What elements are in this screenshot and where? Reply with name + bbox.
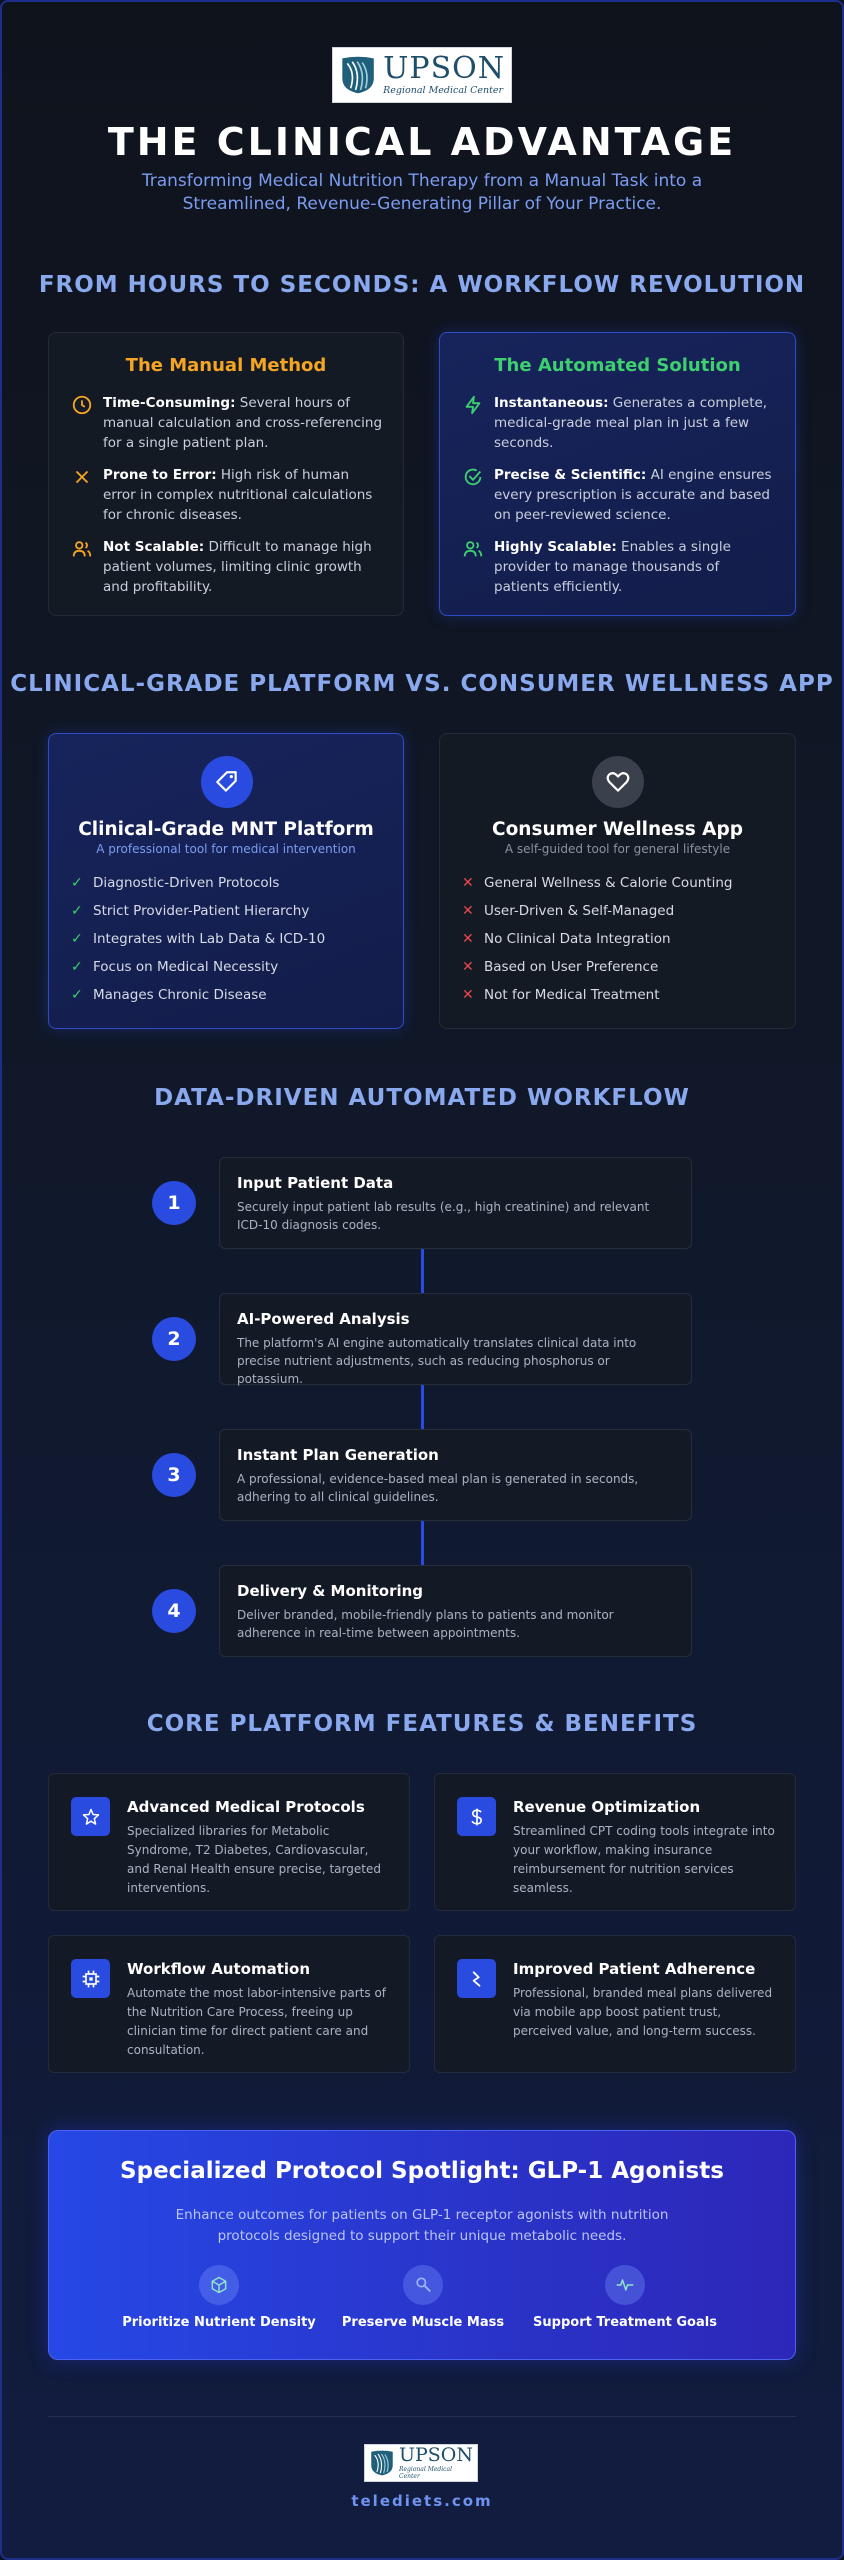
feature-text: Streamlined CPT coding tools integrate into your workflow, making insurance reimbursement for nutrition services seamless. [513,1824,775,1895]
list-item [71,981,393,1009]
site-link[interactable]: telediets.com [351,2492,493,2510]
list-item-label: Diagnostic-Driven Protocols [93,875,280,891]
logo [332,47,512,103]
consumer-app-subtitle: A self-guided tool for general lifestyle [504,842,731,856]
step-number: 2 [152,1317,196,1361]
x-icon [71,466,93,488]
check-icon: ✓ [71,875,83,891]
manual-method-heading: The Manual Method [125,355,327,376]
cross-icon: ✕ [462,959,474,975]
automated-solution-card [439,332,796,616]
feature-card [48,1773,410,1911]
workflow-section-title: FROM HOURS TO SECONDS: A WORKFLOW REVOLUTION [38,272,806,298]
heart-icon [592,756,644,808]
consumer-app-card [439,733,796,1029]
feature-text: Professional, branded meal plans delivered via mobile app boost patient trust, perceived value, and long-term success. [513,1986,773,2038]
consumer-feature-list [462,869,785,1009]
step-text: Securely input patient lab results (e.g., high creatinine) and relevant ICD-10 diagnosis codes. [237,1200,650,1232]
logo-name: UPSON [383,51,505,87]
logo-mark-icon [339,51,377,99]
cross-icon: ✕ [462,875,474,891]
list-item [71,925,393,953]
step-connector [421,1249,424,1293]
list-item-label: Strict Provider-Patient Hierarchy [93,903,310,919]
check-icon: ✓ [71,959,83,975]
step-title: AI-Powered Analysis [237,1310,410,1328]
logo-subtitle: Regional Medical Center [383,85,504,97]
list-item [462,981,785,1009]
lightning-icon [462,394,484,416]
automated-item-bold: Highly Scalable: [494,539,617,555]
step-card [219,1157,692,1249]
step-card [219,1429,692,1521]
check-icon: ✓ [71,987,83,1003]
manual-item-bold: Time-Consuming: [103,395,236,411]
muscle-icon [403,2265,443,2305]
step-connector [421,1385,424,1429]
list-item [71,869,393,897]
feature-title: Improved Patient Adherence [513,1960,756,1978]
dollar-icon [457,1797,496,1836]
step-card [219,1565,692,1657]
step-card [219,1293,692,1385]
footer-logo [364,2444,478,2482]
spotlight-text: Enhance outcomes for patients on GLP-1 receptor agonists with nutrition protocols designed to support their unique metabolic needs. [175,2207,669,2244]
tag-icon [201,756,253,808]
clinical-platform-card [48,733,404,1029]
feature-title: Workflow Automation [127,1960,311,1978]
list-item [462,925,785,953]
automated-item [462,465,777,525]
manual-item [71,393,385,453]
step-text: The platform's AI engine automatically translates clinical data into precise nutrient adjustments, such as reducing phosphorus or potassium. [237,1336,637,1386]
spotlight-label: Preserve Muscle Mass [341,2315,505,2330]
feature-title: Revenue Optimization [513,1798,701,1816]
cross-icon: ✕ [462,903,474,919]
clinical-platform-title: Clinical-Grade MNT Platform [78,819,374,840]
clock-icon [71,394,93,416]
glp1-spotlight-panel [48,2130,796,2360]
manual-item-text: High risk of human error in complex nutritional calculations for chronic diseases. [103,467,373,523]
features-section-title: CORE PLATFORM FEATURES & BENEFITS [146,1711,698,1737]
automated-item-bold: Instantaneous: [494,395,609,411]
manual-item-bold: Prone to Error: [103,467,217,483]
list-item-label: User-Driven & Self-Managed [484,903,675,919]
feature-card [434,1935,796,2073]
footer-divider [48,2416,796,2417]
step-title: Input Patient Data [237,1174,394,1192]
star-badge-icon [71,1797,110,1836]
list-item-label: Integrates with Lab Data & ICD-10 [93,931,326,947]
list-item-label: General Wellness & Calorie Counting [484,875,733,891]
manual-item [71,465,385,525]
pulse-icon [605,2265,645,2305]
automated-item-text: Generates a complete, medical-grade meal plan in just a few seconds. [494,395,768,451]
automated-item-text: AI engine ensures every prescription is accurate and based on peer-reviewed science. [494,467,772,523]
list-item [462,897,785,925]
step-number: 3 [152,1453,196,1497]
clinical-feature-list [71,869,393,1009]
feature-title: Advanced Medical Protocols [127,1798,365,1816]
list-item-label: No Clinical Data Integration [484,931,671,947]
logo-name: UPSON [398,2444,473,2466]
users-icon [462,538,484,560]
chip-icon [71,1959,110,1998]
platform-section-title: CLINICAL-GRADE PLATFORM VS. CONSUMER WELLNESS APP [10,671,834,697]
check-icon: ✓ [71,931,83,947]
step-title: Instant Plan Generation [237,1446,439,1464]
feature-card [434,1773,796,1911]
logo-subtitle: Regional Medical Center [398,2466,453,2480]
feature-text: Specialized libraries for Metabolic Syndrome, T2 Diabetes, Cardiovascular, and Renal Health ensure precise, targeted interventions. [127,1824,381,1895]
list-item [462,869,785,897]
automated-solution-heading: The Automated Solution [494,355,741,376]
automated-item-bold: Precise & Scientific: [494,467,647,483]
manual-item [71,537,385,597]
page-title: THE CLINICAL ADVANTAGE [107,120,737,164]
step-text: A professional, evidence-based meal plan is generated in seconds, adhering to all clinical guidelines. [237,1472,639,1504]
step-number: 1 [152,1181,196,1225]
automated-item-text: Enables a single provider to manage thousands of patients efficiently. [494,539,731,595]
spotlight-label: Prioritize Nutrient Density [122,2315,316,2330]
manual-method-card [48,332,404,616]
list-item-label: Based on User Preference [484,959,659,975]
users-icon [71,538,93,560]
cross-icon: ✕ [462,987,474,1003]
automated-item [462,393,777,453]
list-item [71,897,393,925]
step-text: Deliver branded, mobile-friendly plans to patients and monitor adherence in real-time between appointments. [237,1608,614,1640]
list-item [462,953,785,981]
spotlight-title: Specialized Protocol Spotlight: GLP-1 Agonists [120,2158,724,2184]
logo-mark-icon [369,2447,395,2479]
page-subtitle: Transforming Medical Nutrition Therapy from a Manual Task into a Streamlined, Revenue-Generating Pillar of Your Practice. [141,171,703,214]
list-item [71,953,393,981]
manual-item-text: Several hours of manual calculation and cross-referencing for a single patient plan. [103,395,383,451]
check-circle-icon [462,466,484,488]
refresh-icon [457,1959,496,1998]
consumer-app-title: Consumer Wellness App [492,819,743,840]
list-item-label: Not for Medical Treatment [484,987,660,1003]
feature-card [48,1935,410,2073]
step-number: 4 [152,1589,196,1633]
cube-icon [199,2265,239,2305]
cross-icon: ✕ [462,931,474,947]
clinical-platform-subtitle: A professional tool for medical intervention [96,842,356,856]
automated-item [462,537,777,597]
manual-item-bold: Not Scalable: [103,539,205,555]
feature-text: Automate the most labor-intensive parts of the Nutrition Care Process, freeing up clinician time for direct patient care and consultation. [127,1986,387,2057]
check-icon: ✓ [71,903,83,919]
step-connector [421,1521,424,1565]
list-item-label: Manages Chronic Disease [93,987,267,1003]
manual-item-text: Difficult to manage high patient volumes, limiting clinic growth and profitability. [103,539,372,595]
spotlight-label: Support Treatment Goals [533,2315,717,2330]
list-item-label: Focus on Medical Necessity [93,959,279,975]
step-title: Delivery & Monitoring [237,1582,424,1600]
steps-section-title: DATA-DRIVEN AUTOMATED WORKFLOW [154,1085,690,1111]
